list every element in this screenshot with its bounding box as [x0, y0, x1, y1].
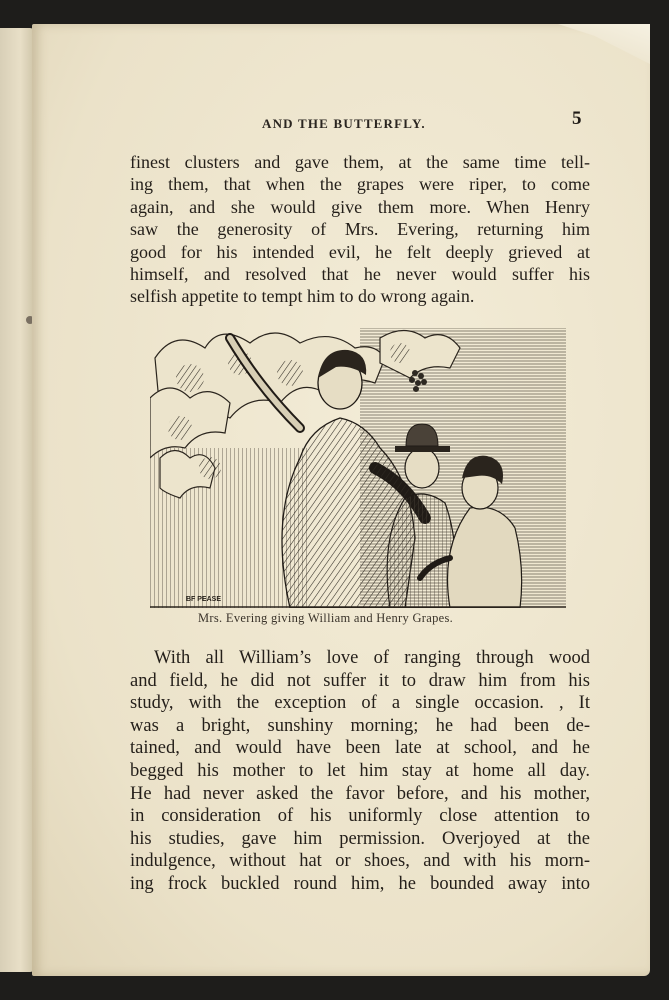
text-line: study, with the exception of a single occasion. , It [130, 693, 590, 714]
text-line: With all William’s love of ranging through wood [154, 648, 590, 668]
text-line: his studies, gave him permission. Overjoyed at the [130, 828, 590, 849]
text-line: indulgence, without hat or shoes, and with his morn- [130, 851, 590, 872]
running-title: AND THE BUTTERFLY. [262, 116, 426, 131]
page-number: 5 [572, 108, 582, 129]
text-line: good for his intended evil, he felt deeply grieved at [130, 241, 590, 262]
facing-page-edge [0, 28, 34, 972]
paragraph-1 [130, 151, 590, 308]
text-line: saw the generosity of Mrs. Evering, returning him [130, 219, 590, 240]
text-line: ing frock buckled round him, he bounded away into [130, 873, 590, 894]
text-line: in consideration of his uniformly close attention to [130, 806, 590, 827]
text-line: and field, he did not suffer it to draw him from his [130, 670, 590, 691]
page-corner-fold [558, 24, 650, 64]
text-line: tained, and would have been late at school, and he [130, 738, 590, 759]
text-line: He had never asked the favor before, and his mother, [130, 783, 590, 804]
text-line: himself, and resolved that he never would suffer his [130, 264, 590, 285]
text-line: was a bright, sunshiny morning; he had been de- [130, 715, 590, 736]
text-line: again, and she would give them more. When Henry [130, 196, 590, 217]
text-line: finest clusters and gave them, at the same time tell- [130, 152, 590, 172]
engraver-mark: BF PEASE [186, 596, 222, 603]
text-line: selfish appetite to tempt him to do wrong again. [130, 286, 475, 307]
paragraph-2 [130, 647, 590, 896]
illustration-caption: Mrs. Evering giving William and Henry Grapes. [198, 611, 454, 625]
text-line: begged his mother to let him stay at home all day. [130, 760, 590, 781]
text-line: ing them, that when the grapes were riper, to come [130, 174, 590, 195]
engraving-illustration [150, 318, 566, 608]
